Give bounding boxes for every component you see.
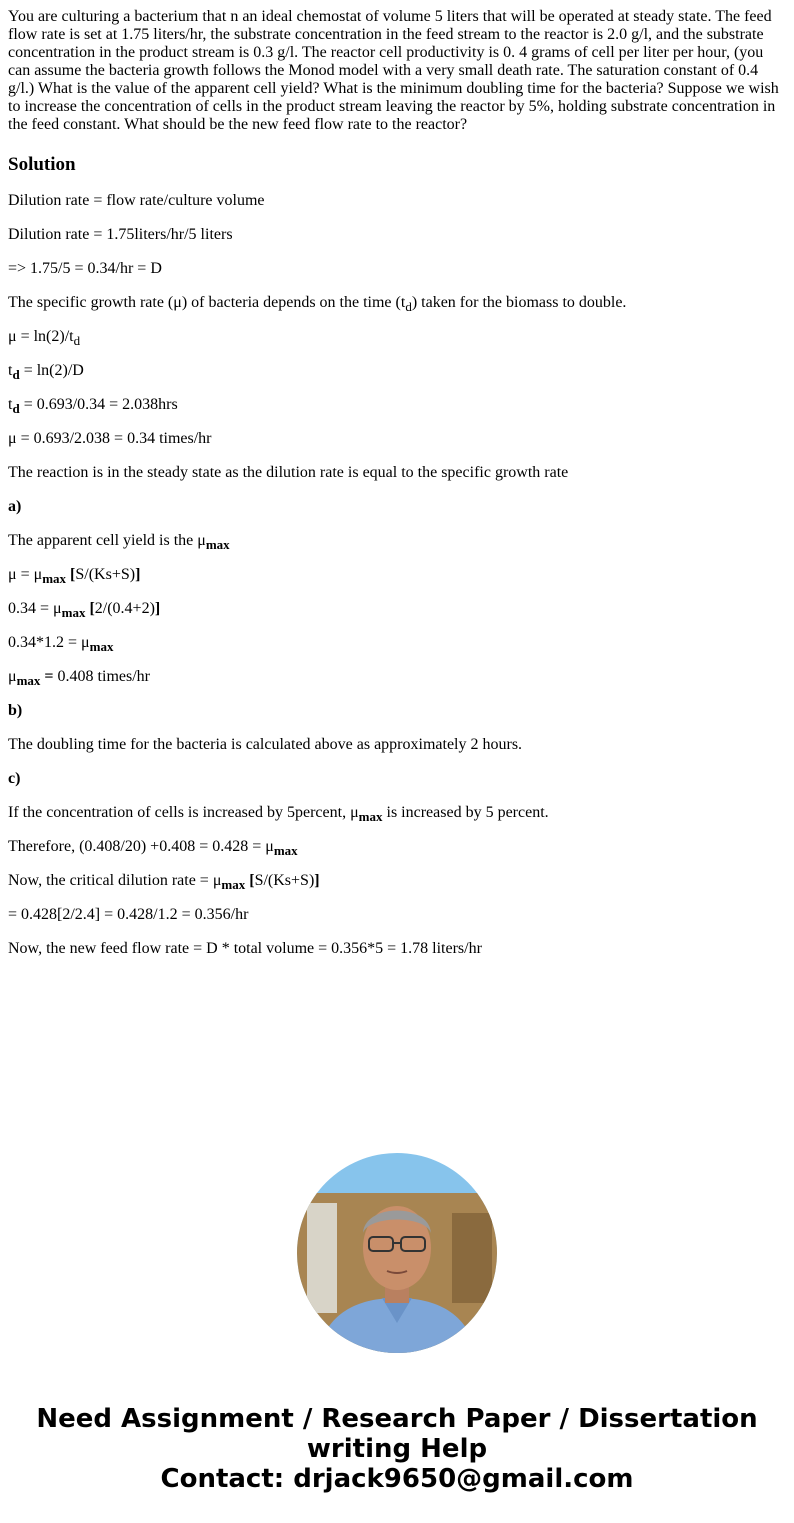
part-a-line-4: $0.34*1.2 = \mu_{max}$ bbox=[8, 634, 114, 654]
solution-line-td-formula: $t_d = \ln(2)/D$ bbox=[8, 362, 84, 382]
solution-line-growth-rate: The specific growth rate (μ) of bacteria depends on the time $(t_d)$ taken for the biomass to double. bbox=[8, 294, 627, 314]
part-c-line-3: Now, the critical dilution rate = $\mu_{max}$ [S/(Ks+S)] bbox=[8, 872, 320, 892]
part-c-line-5: Now, the new feed flow rate = D * total volume = 0.356*5 = 1.78 liters/hr bbox=[8, 940, 482, 957]
part-a-label: a) bbox=[8, 498, 22, 515]
part-a-line-2: $\mu = \mu_{max}$ [S/(Ks+S)] bbox=[8, 566, 141, 586]
author-photo bbox=[297, 1153, 497, 1353]
solution-line-td-value: $t_d = 0.693/0.34 = 2.038hrs$ bbox=[8, 396, 178, 416]
question-text: You are culturing a bacterium that n an ideal chemostat of volume 5 liters that will be operated at steady state. The feed flow rate is set at 1.75 liters/hr, the substrate concentration in the feed stream to the reactor is 2.0 g/l, and the substrate concentration in the product stream is 0.3 g/l. The reactor cell productivity is 0. 4 grams of cell per liter per hour, (you can assume the bacteria growth follows the Monod model with a very small death rate. The saturation constant of 0.4 g/l.) What is the value of the apparent cell yield? What is the minimum doubling time for the bacteria? Suppose we wish to increase the concentration of cells in the product stream leaving the reactor by 5%, holding substrate concentration in the feed constant. What should be the new feed flow rate to the reactor? bbox=[8, 8, 779, 133]
part-a-line-3: $0.34 = \mu_{max}$ [2/(0.4+2)] bbox=[8, 600, 161, 620]
solution-line-dilution-result: => 1.75/5 = 0.34/hr = D bbox=[8, 260, 162, 277]
part-c-line-1: If the concentration of cells is increased by 5percent, $\mu_{max}$ is increased by 5 percent. bbox=[8, 804, 549, 824]
solution-line-steady-state: The reaction is in the steady state as the dilution rate is equal to the specific growth rate bbox=[8, 464, 569, 481]
part-c-line-2: Therefore, $(0.408/20) +0.408 = 0.428 = \mu_{max}$ bbox=[8, 838, 298, 858]
footer-line-1: Need Assignment / Research Paper / Dissertation bbox=[36, 1404, 758, 1434]
part-b-line-1: The doubling time for the bacteria is calculated above as approximately 2 hours. bbox=[8, 736, 523, 753]
part-c-line-4: = 0.428[2/2.4] = 0.428/1.2 = 0.356/hr bbox=[8, 906, 249, 923]
part-a-line-1: The apparent cell yield is the $\mu_{max}$ bbox=[8, 532, 230, 552]
part-a-line-5: $\mu_{max} = 0.408$ times/hr bbox=[8, 668, 150, 688]
solution-line-mu-formula: $\mu = \ln(2)/t_d$ bbox=[8, 328, 81, 348]
document-body bbox=[8, 8, 786, 958]
footer-line-2: writing Help bbox=[306, 1434, 488, 1464]
part-c-label: c) bbox=[8, 770, 21, 787]
author-photo-image bbox=[297, 1153, 497, 1353]
photo-shelf bbox=[452, 1213, 492, 1303]
solution-heading: Solution bbox=[8, 154, 76, 175]
solution-line-mu-value: μ = 0.693/2.038 = 0.34 times/hr bbox=[8, 430, 212, 447]
footer-banner bbox=[0, 1404, 794, 1494]
photo-window bbox=[307, 1203, 337, 1313]
solution-line-dilution-values: Dilution rate = 1.75liters/hr/5 liters bbox=[8, 226, 233, 243]
solution-line-dilution-def: Dilution rate = flow rate/culture volume bbox=[8, 192, 265, 209]
footer-contact: Contact: drjack9650@gmail.com bbox=[160, 1464, 634, 1494]
part-b-label: b) bbox=[8, 702, 23, 719]
